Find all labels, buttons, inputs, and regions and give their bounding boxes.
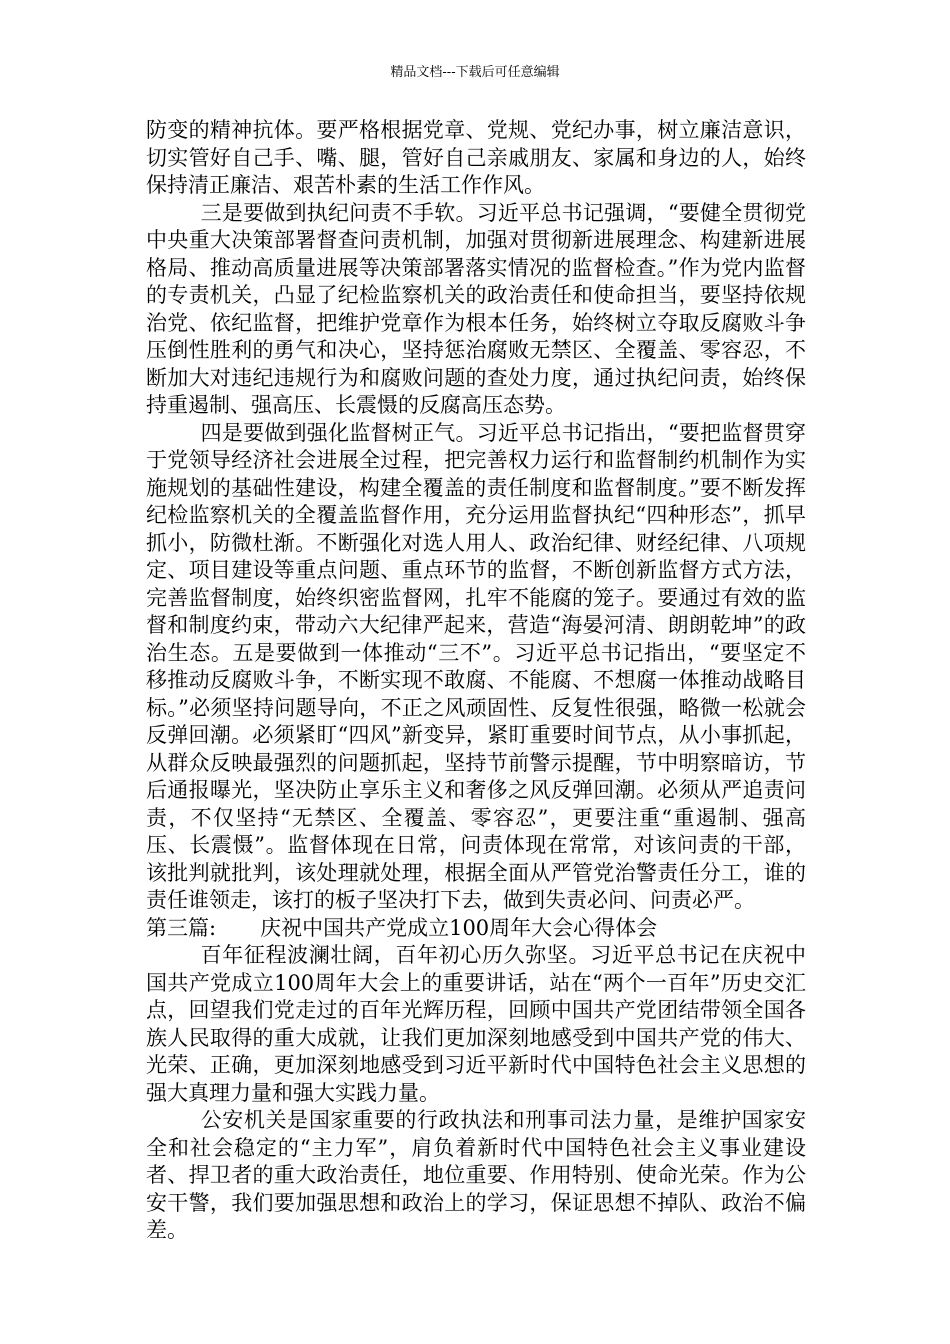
paragraph-1: 防变的精神抗体。要严格根据党章、党规、党纪办事，树立廉洁意识，切实管好自己手、嘴、腿，管好自己亲戚朋友、家属和身边的人，始终保持清正廉洁、艰苦朴素的生活工作作风。 (146, 118, 806, 197)
section-title: 庆祝中国共产党成立100周年大会心得体会 (260, 915, 658, 940)
section-label: 第三篇: (146, 915, 217, 940)
paragraph-3: 四是要做到强化监督树正气。习近平总书记指出，“要把监督贯穿于党领导经济社会进展全过程，把完善权力运行和监督制约机制作为实施规划的基础性建设，构建全覆盖的责任制度和监督制度。”要不断发挥纪检监察机关的全覆盖监督作用，充分运用监督执纪“四种形态”，抓早抓小，防微杜渐。不断强化对选人用人、政治纪律、财经纪律、八项规定、项目建设等重点问题、重点环节的监督，不断创新监督方式方法，完善监督制度，始终织密监督网，扎牢不能腐的笼子。要通过有效的监督和制度约束，带动六大纪律严起来，营造“海晏河清、朗朗乾坤”的政治生态。五是要做到一体推动“三不”。习近平总书记指出，“要坚定不移推动反腐败斗争，不断实现不敢腐、不能腐、不想腐一体推动战略目标。”必须坚持问题导向，不正之风顽固性、反复性很强，略微一松就会反弹回潮。必须紧盯“四风”新变异，紧盯重要时间节点，从小事抓起，从群众反映最强烈的问题抓起，坚持节前警示提醒，节中明察暗访，节后通报曝光，坚决防止享乐主义和奢侈之风反弹回潮。必须从严追责问责，不仅坚持“无禁区、全覆盖、零容忍”，更要注重“重遏制、强高压、长震慑”。监督体现在日常，问责体现在常常，对该问责的干部，该批判就批判，该处理就处理，根据全面从严管党治警责任分工，谁的责任谁领走，该打的板子坚决打下去，做到失责必问、问责必严。 (146, 420, 806, 912)
paragraph-2: 三是要做到执纪问责不手软。习近平总书记强调，“要健全贯彻党中央重大决策部署督查问责机制，加强对贯彻新进展理念、构建新进展格局、推动高质量进展等决策部署落实情况的监督检查。”作为党内监督的专责机关，凸显了纪检监察机关的政治责任和使命担当，要坚持依规治党、依纪监督，把维护党章作为根本任务，始终树立夺取反腐败斗争压倒性胜利的勇气和决心，坚持惩治腐败无禁区、全覆盖、零容忍，不断加大对违纪违规行为和腐败问题的查处力度，通过执纪问责，始终保持重遏制、强高压、长震慑的反腐高压态势。 (146, 200, 806, 417)
page-header: 精品文档---下载后可任意编辑 (390, 65, 560, 80)
section-heading (146, 915, 806, 943)
paragraph-4: 百年征程波澜壮阔，百年初心历久弥坚。习近平总书记在庆祝中国共产党成立100周年大会上的重要讲话，站在“两个一百年”历史交汇点，回望我们党走过的百年光辉历程，回顾中国共产党团结带领全国各族人民取得的重大成就，让我们更加深刻地感受到中国共产党的伟大、光荣、正确，更加深刻地感受到习近平新时代中国特色社会主义思想的强大真理力量和强大实践力量。 (146, 943, 806, 1105)
document-body (146, 117, 806, 1245)
paragraph-5: 公安机关是国家重要的行政执法和刑事司法力量，是维护国家安全和社会稳定的“主力军”，肩负着新时代中国特色社会主义事业建设者、捍卫者的重大政治责任，地位重要、作用特别、使命光荣。作为公安干警，我们要加强思想和政治上的学习，保证思想不掉队、政治不偏差。 (146, 1108, 806, 1242)
